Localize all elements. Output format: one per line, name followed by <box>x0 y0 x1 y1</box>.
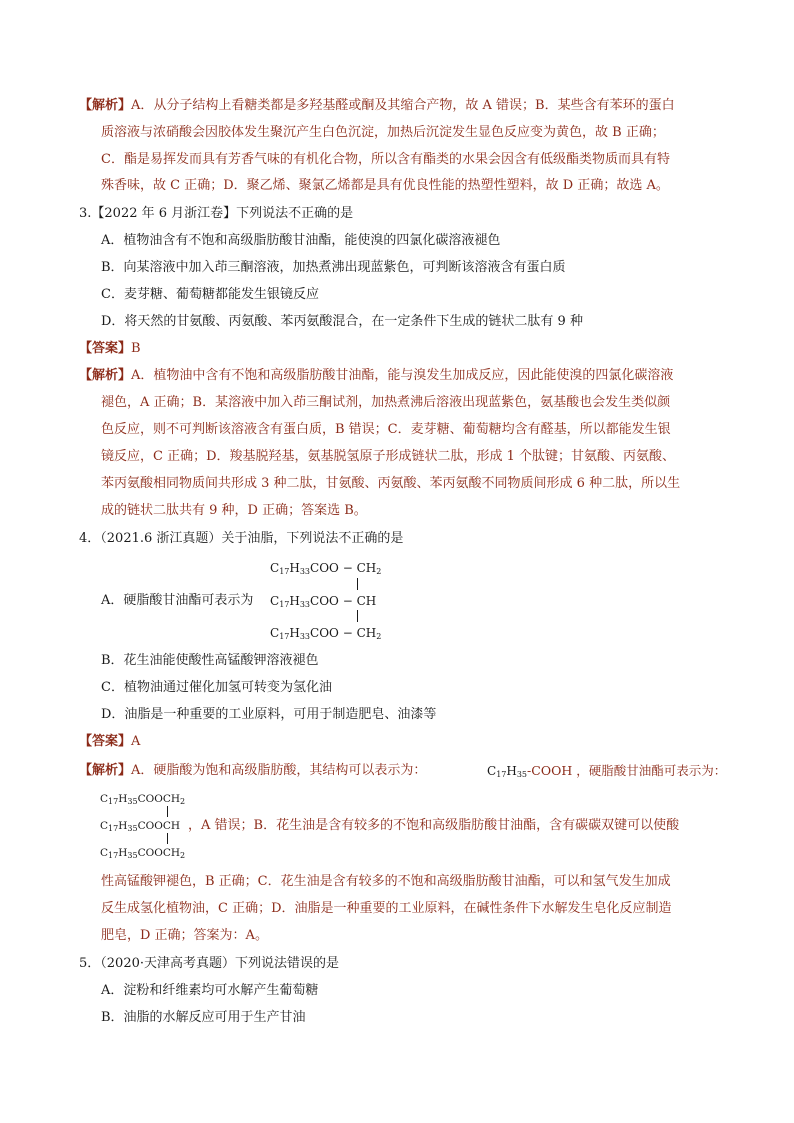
bond-line <box>167 806 168 817</box>
formula-sub: 2 <box>376 632 382 641</box>
question-source: （2021.6 浙江真题） <box>100 531 222 546</box>
formula-row-3 <box>270 626 381 640</box>
analysis-line: 镜反应，C 正确；D．羧基脱羟基，氨基脱氢原子形成链状二肽，形成 1 个肽键；甘氨酸、丙氨酸、 <box>101 449 676 464</box>
answer-value: A <box>131 734 141 749</box>
analysis-tag: 【解析】 <box>79 763 132 778</box>
option-d: D．油脂是一种重要的工业原料，可用于制造肥皂、油漆等 <box>101 707 437 722</box>
glyceride-row-3 <box>100 846 185 860</box>
bond-line <box>357 578 358 590</box>
answer-tag: 【答案】 <box>79 734 132 749</box>
analysis-line: 色反应，则不可判断该溶液含有蛋白质，B 错误；C．麦芽糖、葡萄糖均含有醛基，所以都能发生银 <box>101 422 671 437</box>
formula-part: COO − CH <box>310 594 377 608</box>
formula-part: COOCH <box>137 820 181 832</box>
formula-part: C <box>487 764 497 778</box>
answer-value: B <box>131 341 141 356</box>
formula-part: H <box>289 626 300 640</box>
question-text: 关于油脂，下列说法不正确的是 <box>221 531 404 546</box>
formula-part: COO − CH <box>310 561 377 575</box>
formula-row-2 <box>270 594 376 608</box>
option-b: B．向某溶液中加入茚三酮溶液，加热煮沸出现蓝紫色，可判断该溶液含有蛋白质 <box>101 260 566 275</box>
question-number: 5． <box>79 956 101 971</box>
line-text: A．从分子结构上看糖类都是多羟基醛或酮及其缩合产物，故 A 错误；B．某些含有苯环的蛋白 <box>131 98 675 113</box>
question-number: 4． <box>79 531 101 546</box>
formula-part: C <box>100 847 109 859</box>
bond-line <box>357 610 358 622</box>
formula-sub: 17 <box>279 600 290 609</box>
formula-sub: 17 <box>108 824 119 833</box>
formula-part: H <box>118 793 128 805</box>
stearic-acid-formula <box>487 764 726 778</box>
question-text: 下列说法错误的是 <box>235 956 340 971</box>
line-text: A．硬脂酸为饱和高级脂肪酸，其结构可以表示为： <box>131 763 427 778</box>
formula-part: C <box>270 594 280 608</box>
analysis-tag: 【解析】 <box>79 98 132 113</box>
answer-tag: 【答案】 <box>79 341 132 356</box>
question-source: （2020·天津高考真题） <box>100 956 235 971</box>
option-c: C．麦芽糖、葡萄糖都能发生银镜反应 <box>101 287 319 302</box>
question-4-stem <box>79 530 403 548</box>
answer-line <box>79 340 141 358</box>
glyceride-row-2 <box>100 819 180 833</box>
formula-sub: 17 <box>279 632 290 641</box>
analysis-line <box>79 762 426 780</box>
formula-sub: 35 <box>127 824 138 833</box>
formula-sub: 17 <box>108 797 119 806</box>
formula-sub: 17 <box>108 851 119 860</box>
formula-part: -COOH ，硬脂酸甘油酯可表示为： <box>527 763 727 778</box>
answer-line <box>79 733 140 751</box>
analysis-line <box>79 97 675 115</box>
option-d: D．将天然的甘氨酸、丙氨酸、苯丙氨酸混合，在一定条件下生成的链状二肽有 9 种 <box>101 314 583 329</box>
analysis-line: 肥皂，D 正确；答案为：A。 <box>101 928 268 943</box>
formula-sub: 2 <box>180 797 186 806</box>
analysis-line: 反生成氢化植物油，C 正确；D．油脂是一种重要的工业原料，在碱性条件下水解发生皂化反应制造 <box>101 901 672 916</box>
formula-sub: 2 <box>376 567 382 576</box>
line-text: A．植物油中含有不饱和高级脂肪酸甘油酯，能与溴发生加成反应，因此能使溴的四氯化碳溶液 <box>131 368 674 383</box>
analysis-line: 质溶液与浓硝酸会因胶体发生聚沉产生白色沉淀，加热后沉淀发生显色反应变为黄色，故 B 正确； <box>101 125 665 140</box>
formula-part: COO − CH <box>310 626 377 640</box>
question-5-stem <box>79 955 339 973</box>
option-a: A．硬脂酸甘油酯可表示为 <box>101 593 254 608</box>
analysis-line: 褪色，A 正确；B．某溶液中加入茚三酮试剂，加热煮沸后溶液出现蓝紫色，氨基酸也会发生类似颜 <box>101 395 671 410</box>
formula-part: H <box>506 764 517 778</box>
question-text: 下列说法不正确的是 <box>236 206 354 221</box>
analysis-line: 苯丙氨酸相同物质间共形成 3 种二肽，甘氨酸、丙氨酸、苯丙氨酸不同物质间形成 6 种二肽，所以生 <box>101 476 681 491</box>
formula-sub: 33 <box>299 567 311 576</box>
formula-part: H <box>118 820 128 832</box>
analysis-line: C．酯是易挥发而具有芳香气味的有机化合物，所以含有酯类的水果会因含有低级酯类物质而具有特 <box>101 152 670 167</box>
bond-line <box>167 833 168 844</box>
analysis-line: ，A 错误；B．花生油是含有较多的不饱和高级脂肪酸甘油酯，含有碳碳双键可以使酸 <box>188 818 680 833</box>
analysis-tag: 【解析】 <box>79 368 132 383</box>
formula-part: C <box>100 793 109 805</box>
option-a: A．淀粉和纤维素均可水解产生葡萄糖 <box>101 983 319 998</box>
formula-sub: 2 <box>180 851 186 860</box>
formula-part: H <box>289 561 300 575</box>
question-number: 3. <box>79 206 92 221</box>
formula-row-1 <box>270 561 381 575</box>
formula-part: C <box>270 626 280 640</box>
option-b: B．花生油能使酸性高锰酸钾溶液褪色 <box>101 653 319 668</box>
formula-sub: 33 <box>299 600 311 609</box>
formula-part: H <box>289 594 300 608</box>
formula-sub: 35 <box>127 851 138 860</box>
formula-part: COOCH <box>137 793 181 805</box>
glyceride-row-1 <box>100 792 185 806</box>
analysis-line: 性高锰酸钾褪色，B 正确；C．花生油是含有较多的不饱和高级脂肪酸甘油酯，可以和氢气发生加成 <box>101 874 671 889</box>
option-a: A．植物油含有不饱和高级脂肪酸甘油酯，能使溴的四氯化碳溶液褪色 <box>101 233 501 248</box>
formula-part: C <box>270 561 280 575</box>
formula-sub: 33 <box>299 632 311 641</box>
analysis-line: 成的链状二肽共有 9 种，D 正确；答案选 B。 <box>101 503 367 518</box>
formula-part: C <box>100 820 109 832</box>
option-c: C．植物油通过催化加氢可转变为氢化油 <box>101 680 332 695</box>
analysis-line <box>79 367 673 385</box>
question-3-stem <box>79 205 353 223</box>
formula-sub: 17 <box>279 567 290 576</box>
option-b: B．油脂的水解反应可用于生产甘油 <box>101 1010 306 1025</box>
question-source: 【2022 年 6 月浙江卷】 <box>91 206 237 221</box>
formula-part: H <box>118 847 128 859</box>
formula-sub: 17 <box>496 770 507 779</box>
analysis-line: 殊香味，故 C 正确；D．聚乙烯、聚氯乙烯都是具有优良性能的热塑性塑料，故 D 正确；故选 A。 <box>101 178 669 193</box>
formula-sub: 35 <box>127 797 138 806</box>
formula-sub: 35 <box>516 770 528 779</box>
formula-part: COOCH <box>137 847 181 859</box>
